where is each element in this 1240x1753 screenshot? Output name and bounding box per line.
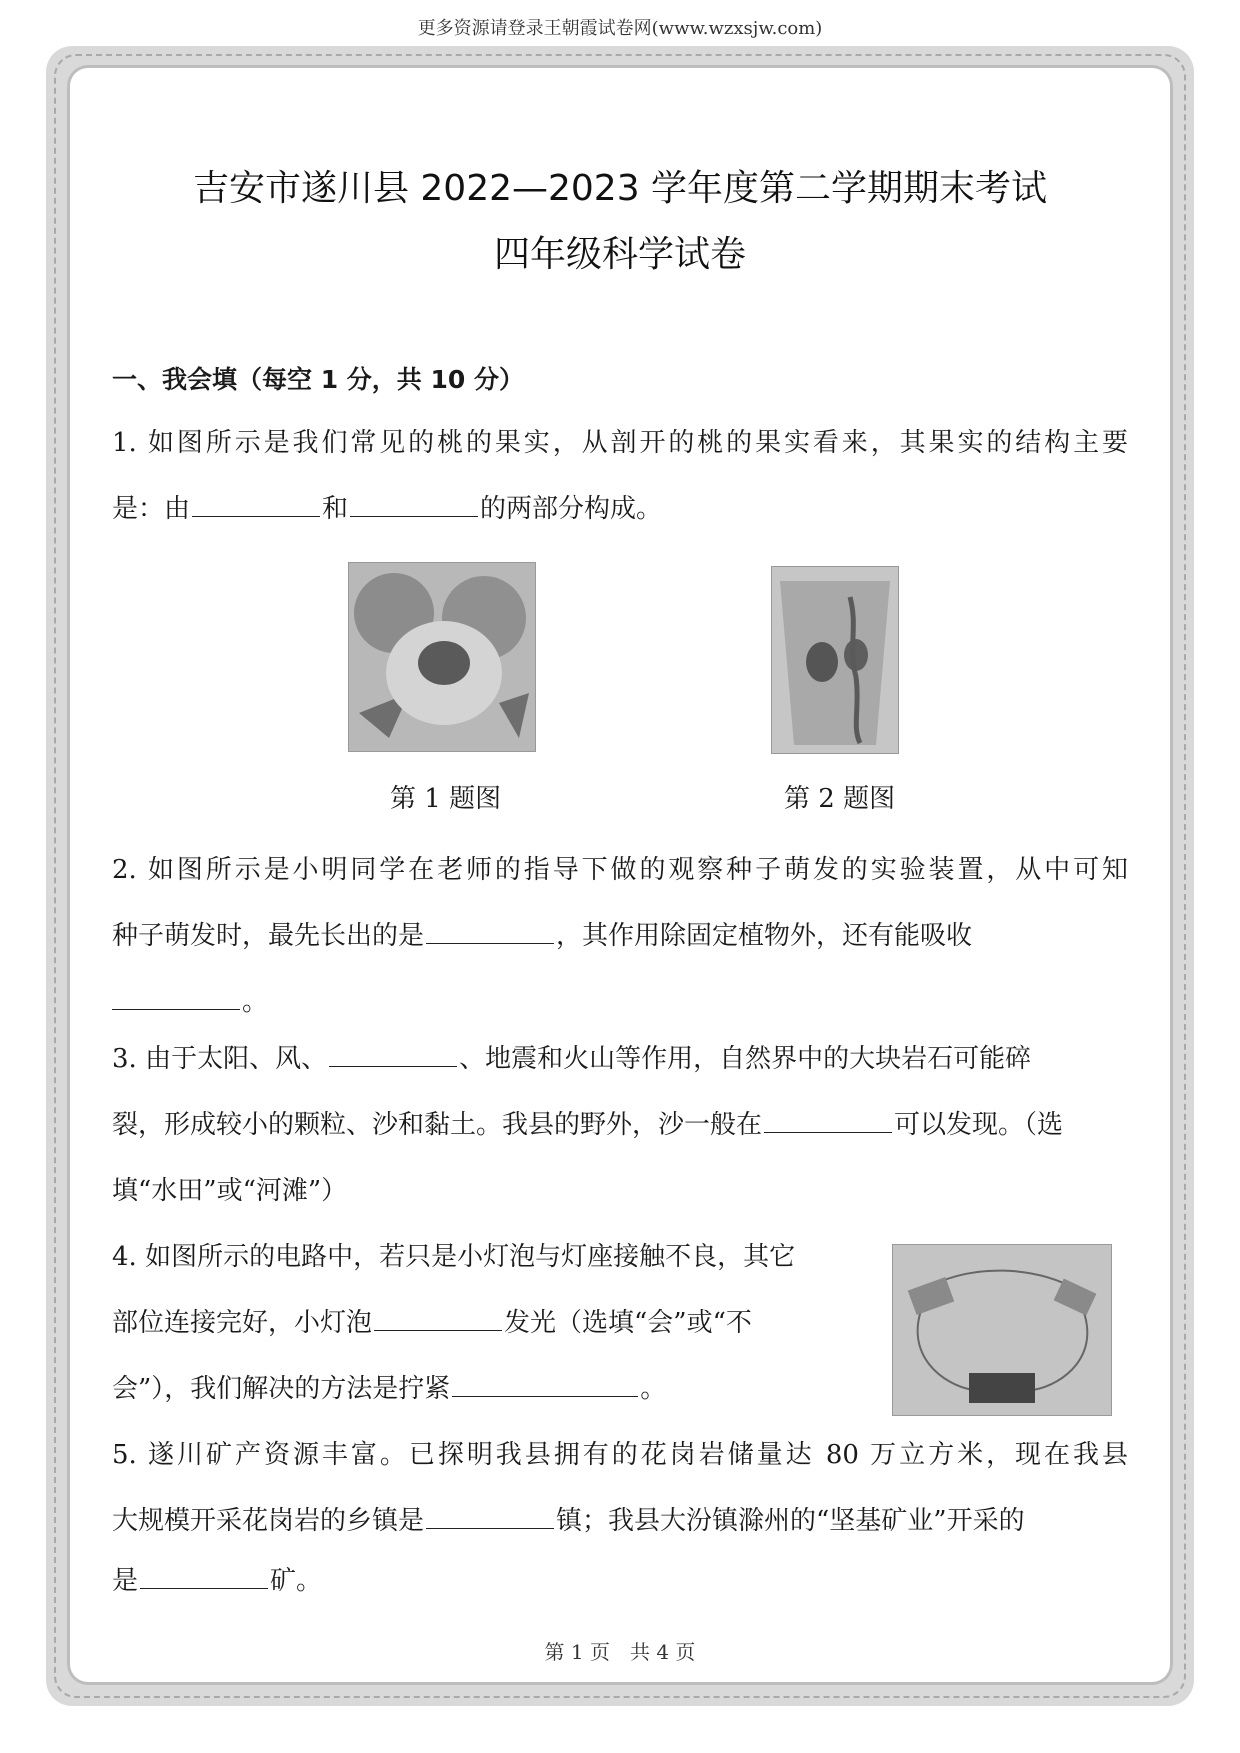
answer-blank[interactable]	[140, 1558, 268, 1589]
question-4-line-2	[112, 1290, 882, 1356]
question-text: 矿。	[270, 1566, 323, 1596]
exam-subtitle: 四年级科学试卷	[493, 234, 746, 275]
question-5-line-1: 5. 遂川矿产资源丰富。已探明我县拥有的花岗岩储量达 80 万立方米，现在我县	[112, 1440, 1128, 1470]
answer-blank[interactable]	[329, 1036, 457, 1067]
figure-1-caption: 第 1 题图	[390, 784, 502, 814]
question-text: 发光（选填“会”或“不	[504, 1308, 752, 1338]
answer-blank[interactable]	[374, 1300, 502, 1331]
question-text: 。	[242, 987, 269, 1017]
question-text: 。	[640, 1374, 667, 1404]
answer-blank[interactable]	[192, 486, 320, 517]
question-text: 3. 由于太阳、风、	[112, 1044, 328, 1074]
peach-fruit-image	[348, 562, 536, 752]
seed-germination-cup-image	[771, 566, 899, 754]
question-text: 裂，形成较小的颗粒、沙和黏土。我县的野外，沙一般在	[112, 1110, 763, 1140]
source-note: 更多资源请登录王朝霞试卷网(www.wzxsjw.com)	[417, 18, 823, 39]
question-2-line-2	[112, 903, 1128, 969]
question-3-line-1	[112, 1026, 1128, 1092]
question-text: 的两部分构成。	[480, 494, 663, 524]
answer-blank[interactable]	[764, 1102, 892, 1133]
question-text: 是：由	[112, 494, 191, 524]
question-5-line-2	[112, 1488, 1128, 1554]
question-text: 会”），我们解决的方法是拧紧	[112, 1374, 451, 1404]
question-text: 、地震和火山等作用，自然界中的大块岩石可能碎	[459, 1044, 1032, 1074]
question-1-line-2	[112, 476, 1128, 542]
question-2-line-1: 2. 如图所示是小明同学在老师的指导下做的观察种子萌发的实验装置，从中可知	[112, 855, 1128, 885]
question-text: 是	[112, 1566, 139, 1596]
question-text: 大规模开采花岗岩的乡镇是	[112, 1506, 425, 1536]
answer-blank[interactable]	[452, 1366, 638, 1397]
question-1-line-1: 1. 如图所示是我们常见的桃的果实，从剖开的桃的果实看来，其果实的结构主要	[112, 428, 1128, 458]
question-3-line-3: 填“水田”或“河滩”）	[112, 1176, 348, 1206]
question-text: 镇；我县大汾镇滁州的“坚基矿业”开采的	[556, 1506, 1025, 1536]
page-number: 第 1 页 共 4 页	[544, 1640, 696, 1664]
question-text: 可以发现。（选	[894, 1110, 1064, 1140]
answer-blank[interactable]	[350, 486, 478, 517]
question-text: 和	[322, 494, 349, 524]
exam-title: 吉安市遂川县 2022—2023 学年度第二学期期末考试	[192, 168, 1048, 209]
answer-blank[interactable]	[112, 979, 240, 1010]
question-4-line-1: 4. 如图所示的电路中，若只是小灯泡与灯座接触不良，其它	[112, 1242, 796, 1272]
question-4-line-3	[112, 1356, 882, 1422]
question-5-line-3	[112, 1548, 1128, 1614]
question-text: 种子萌发时，最先长出的是	[112, 921, 425, 951]
section-heading: 一、我会填（每空 1 分，共 10 分）	[112, 365, 525, 394]
answer-blank[interactable]	[426, 913, 554, 944]
circuit-image	[892, 1244, 1112, 1416]
question-text: ，其作用除固定植物外，还有能吸收	[556, 921, 973, 951]
figure-2-caption: 第 2 题图	[784, 784, 896, 814]
question-text: 部位连接完好，小灯泡	[112, 1308, 373, 1338]
answer-blank[interactable]	[426, 1498, 554, 1529]
question-3-line-2	[112, 1092, 1128, 1158]
